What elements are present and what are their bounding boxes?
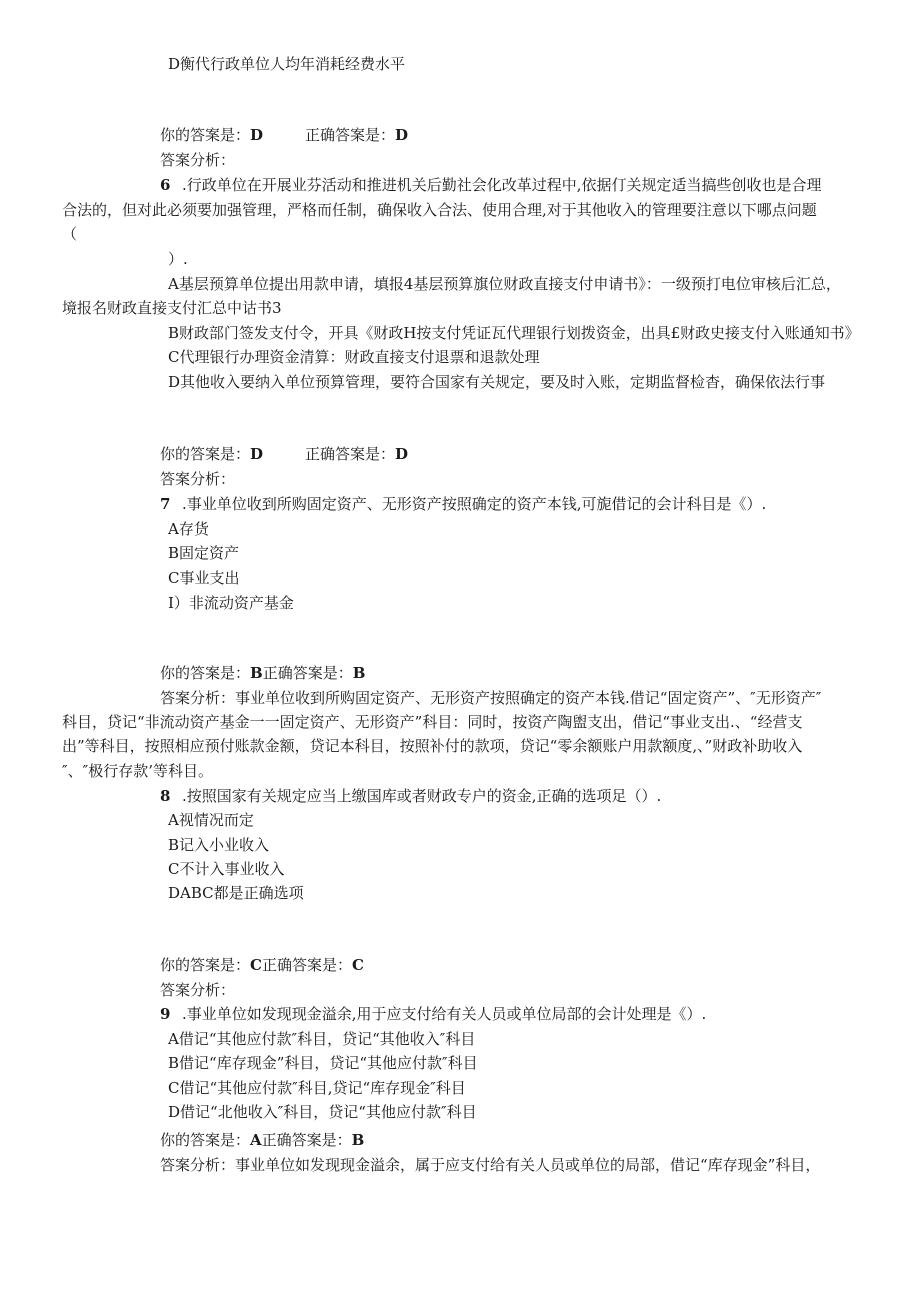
option-a: A基层预算单位提出用款申请，填报4基层预算旗位财政直接支付申请书》：一级预打电位审核后汇总， xyxy=(168,275,841,293)
your-answer-value: A xyxy=(250,1131,262,1149)
correct-answer-value: D xyxy=(395,445,409,463)
option-a: A存货 xyxy=(168,520,209,538)
answer-line xyxy=(160,663,365,683)
option-d: D其他收入要纳入单位预算管理，要符合国家有关规定，要及时入账，定期监督检杳，确保依法行事 xyxy=(168,373,826,391)
your-answer-label: 你的答案是： xyxy=(160,445,251,463)
question-8 xyxy=(160,786,661,806)
analysis-label: 答案分析： xyxy=(160,151,236,169)
correct-answer-label: 正确答案是： xyxy=(305,445,396,463)
your-answer-label: 你的答案是： xyxy=(160,126,251,144)
correct-answer-label: 正确答案是： xyxy=(305,126,396,144)
analysis-text: 答案分析：事业单位收到所购固定资产、无形资产按照确定的资产本钱.借记“固定资产”、″无形资产″ xyxy=(160,689,822,707)
analysis-label: 答案分析： xyxy=(160,981,236,999)
option-b: B借记“库存现金”科目，贷记“其他应付款″科目 xyxy=(168,1054,478,1072)
correct-answer-label: 正确答案是： xyxy=(261,1131,352,1149)
question-number: 6 xyxy=(160,176,171,194)
your-answer-value: C xyxy=(250,956,262,974)
your-answer-label: 你的答案是： xyxy=(160,664,251,682)
answer-line xyxy=(160,955,364,975)
question-text: .事业单位如发现现金溢余,用于应支付给有关人员或单位局部的会计处理是《）. xyxy=(182,1005,707,1023)
your-answer-value: B xyxy=(250,664,263,682)
question-text-cont: 合法的，但对此必须要加强管理，严格而任制，确保收入合法、使用合理,对于其他收入的管理要注意以下哪点问题 xyxy=(62,201,817,219)
question-number: 8 xyxy=(160,787,171,805)
question-text: .行政单位在开展业芬活动和推进机关后勤社会化改革过程中,依据仃关规定适当搞些创收也是合理 xyxy=(182,176,822,194)
option-d: D衡代行政单位人均年消耗经费水平 xyxy=(168,55,406,73)
question-text: .按照国家有关规定应当上缴国库或者财政专户的资金,正确的选项足（）. xyxy=(182,787,662,805)
analysis-text: 答案分析：事业单位如发现现金溢余，属于应支付给有关人员或单位的局部，借记“库存现金”科目， xyxy=(160,1156,821,1174)
analysis-text-cont: 出”等科目，按照相应预付账款金额，贷记本科目，按照补付的款项，贷记“零余额账户用款额度,、”财政补助收入 xyxy=(62,737,803,755)
option-d: D借记“北他收入″科目，贷记“其他应付款″科目 xyxy=(168,1103,477,1121)
question-text: .事业单位收到所购固定资产、无形资产按照确定的资产本钱,可旎借记的会计科目是《）. xyxy=(182,495,767,513)
your-answer-value: D xyxy=(250,445,264,463)
option-d: DABC都是正确选项 xyxy=(168,884,304,902)
analysis-text-cont: ″、″极行存款’等科目。 xyxy=(62,762,213,780)
analysis-label: 答案分析： xyxy=(160,470,236,488)
option-c: C事业支出 xyxy=(168,569,240,587)
option-b: B固定资产 xyxy=(168,544,240,562)
answer-line xyxy=(160,125,408,145)
correct-answer-label: 正确答案是： xyxy=(262,664,353,682)
option-c: C代理银行办理资金清算：财政直接支付退票和退款处理 xyxy=(168,348,540,366)
your-answer-value: D xyxy=(250,126,264,144)
answer-line xyxy=(160,444,408,464)
correct-answer-value: B xyxy=(352,664,366,682)
your-answer-label: 你的答案是： xyxy=(160,1131,251,1149)
correct-answer-value: D xyxy=(395,126,409,144)
question-7 xyxy=(160,494,766,514)
correct-answer-value: B xyxy=(351,1131,365,1149)
question-9 xyxy=(160,1004,706,1024)
option-a: A借记“其他应付款″科目，贷记“其他收入″科目 xyxy=(168,1030,476,1048)
option-b: B财政部门签发支付令，开具《财政H按支付凭证瓦代理银行划拨资金，出具£财政史接支付入账通知书》 xyxy=(168,324,860,342)
option-d: I）非流动资产基金 xyxy=(168,594,294,612)
question-paren-close: ）. xyxy=(168,250,188,268)
your-answer-label: 你的答案是： xyxy=(160,956,251,974)
answer-line xyxy=(160,1130,364,1150)
correct-answer-value: C xyxy=(351,956,364,974)
question-number: 9 xyxy=(160,1005,171,1023)
question-6 xyxy=(160,175,822,195)
analysis-text-cont: 科目，贷记“非流动资产基金一一固定资产、无形资产”科目：同时，按资产陶盥支出，借记“事业支出.、“经营支 xyxy=(62,713,803,731)
option-a: A视情况而定 xyxy=(168,811,254,829)
option-b: B记入小业收入 xyxy=(168,836,270,854)
option-c: C不计入事业收入 xyxy=(168,860,285,878)
option-a-cont: 境报名财政直接支付汇总中诂书3 xyxy=(62,299,282,317)
question-number: 7 xyxy=(160,495,171,513)
correct-answer-label: 正确答案是： xyxy=(261,956,352,974)
question-paren-open: （ xyxy=(62,225,78,243)
option-c: C借记“其他应付款″科目,贷记“库存现金″科目 xyxy=(168,1079,466,1097)
